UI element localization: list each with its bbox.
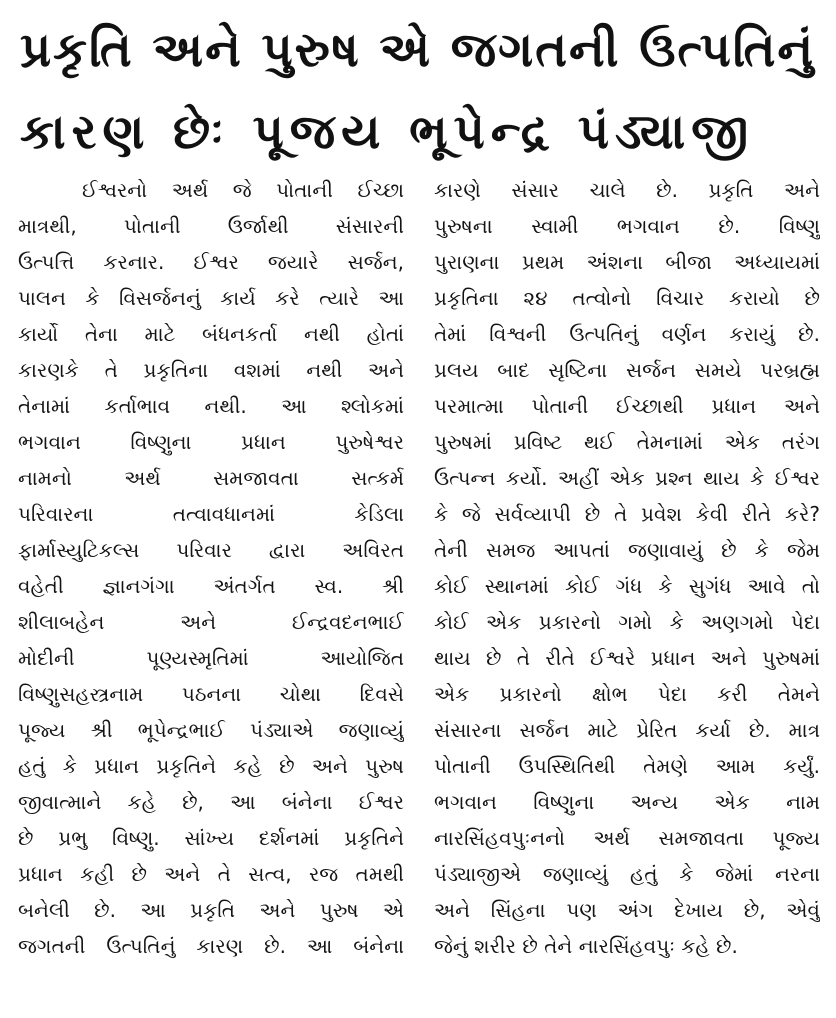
text-line: છે પ્રભુ વિષ્ણુ. સાંખ્ય દર્શનમાં પ્રકૃતિને <box>18 826 404 850</box>
text-line: પ્રલય બાદ સૃષ્ટિના સર્જન સમયે પરબ્રહ્મ <box>434 358 820 382</box>
text-line: જેનું શરીર છે તેને નારસિંહવપુઃ કહે છે. <box>434 934 738 958</box>
text-line: જીવાત્માને કહે છે, આ બંનેના ઈશ્વર <box>18 790 404 814</box>
text-line: જગતની ઉત્પતિનું કારણ છે. આ બંનેના <box>18 934 404 958</box>
text-line: પુરુષના સ્વામી ભગવાન છે. વિષ્ણુ <box>434 214 820 238</box>
text-line: ભગવાન વિષ્ણુના અન્ય એક નામ <box>434 790 820 814</box>
text-line: કારણે સંસાર ચાલે છે. પ્રકૃતિ અને <box>434 178 820 202</box>
text-line: કે જે સર્વવ્યાપી છે તે પ્રવેશ કેવી રીતે કરે? <box>434 502 820 526</box>
text-line: તેનામાં કર્તાભાવ નથી. આ શ્લોકમાં <box>18 394 404 418</box>
text-line: ઈશ્વરનો અર્થ જે પોતાની ઈચ્છા <box>82 178 404 202</box>
text-line: પાલન કે વિસર્જનનું કાર્ય કરે ત્યારે આ <box>18 286 404 310</box>
headline-line-1: પ્રકૃતિ અને પુરુષ એ જગતની ઉત્પતિનું <box>20 22 816 78</box>
text-line: પરિવારના તત્વાવધાનમાં કેડિલા <box>18 502 404 526</box>
text-line: બનેલી છે. આ પ્રકૃતિ અને પુરુષ એ <box>18 898 404 922</box>
text-line: નારસિંહવપુઃનનો અર્થ સમજાવતા પૂજ્ય <box>434 826 820 850</box>
text-line: ભગવાન વિષ્ણુના પ્રધાન પુરુષેશ્વર <box>18 430 404 454</box>
text-line: સંસારના સર્જન માટે પ્રેરિત કર્યા છે. માત્ર <box>434 718 820 742</box>
text-line: કારણકે તે પ્રકૃતિના વશમાં નથી અને <box>18 358 404 382</box>
text-line: માત્રથી, પોતાની ઉર્જાથી સંસારની <box>18 214 404 238</box>
text-line: વહેતી જ્ઞાનગંગા અંતર્ગત સ્વ. શ્રી <box>18 574 404 598</box>
article-column-right <box>434 172 820 1012</box>
text-line: પુરાણના પ્રથમ અંશના બીજા અધ્યાયમાં <box>434 250 820 274</box>
text-line: કાર્યો તેના માટે બંધનકર્તા નથી હોતાં <box>18 322 404 346</box>
text-line: પૂજ્ય શ્રી ભૂપેન્દ્રભાઈ પંડ્યાએ જણાવ્યું <box>18 718 404 742</box>
text-line: પ્રધાન કહી છે અને તે સત્વ, રજ તમથી <box>18 862 404 886</box>
text-line: મોદીની પૂણ્યસ્મૃતિમાં આયોજિત <box>18 646 404 670</box>
text-line: પુરુષમાં પ્રવિષ્ટ થઈ તેમનામાં એક તરંગ <box>434 430 820 454</box>
text-line: અને સિંહના પણ અંગ દેખાય છે, એવું <box>434 898 820 922</box>
text-line: પ્રકૃતિના ૨૪ તત્વોનો વિચાર કરાયો છે <box>434 286 820 310</box>
text-line: ઉત્પન્ન કર્યો. અહીં એક પ્રશ્ન થાય કે ઈશ્વર <box>434 466 820 490</box>
headline-line-2: કારણ છેઃ પૂજય ભૂપેન્દ્ર પંડ્યાજી <box>20 104 755 160</box>
text-line: પંડ્યાજીએ જણાવ્યું હતું કે જેમાં નરના <box>434 862 820 886</box>
text-line: કોઈ સ્થાનમાં કોઈ ગંધ કે સુગંધ આવે તો <box>434 574 820 598</box>
text-line: તેની સમજ આપતાં જણાવાયું છે કે જેમ <box>434 538 820 562</box>
text-line: ફાર્માસ્યુટિકલ્સ પરિવાર દ્વારા અવિરત <box>18 538 404 562</box>
text-line: નામનો અર્થ સમજાવતા સત્કર્મ <box>18 466 404 490</box>
article-column-left <box>18 172 404 1012</box>
text-line: એક પ્રકારનો ક્ષોભ પેદા કરી તેમને <box>434 682 820 706</box>
text-line: હતું કે પ્રધાન પ્રકૃતિને કહે છે અને પુરુષ <box>18 754 404 778</box>
text-line: પરમાત્મા પોતાની ઈચ્છાથી પ્રધાન અને <box>434 394 820 418</box>
text-line: થાય છે તે રીતે ઈશ્વરે પ્રધાન અને પુરુષમાં <box>434 646 820 670</box>
text-line: વિષ્ણુસહસ્ત્રનામ પઠનના ચોથા દિવસે <box>18 682 404 706</box>
text-line: શીલાબહેન અને ઈન્દ્રવદનભાઈ <box>18 610 404 634</box>
text-line: પોતાની ઉપસ્થિતિથી તેમણે આમ કર્યું. <box>434 754 820 778</box>
text-line: ઉત્પત્તિ કરનાર. ઈશ્વર જયારે સર્જન, <box>18 250 404 274</box>
text-line: તેમાં વિશ્વની ઉત્પતિનું વર્ણન કરાયું છે. <box>434 322 820 346</box>
text-line: કોઈ એક પ્રકારનો ગમો કે અણગમો પેદા <box>434 610 820 634</box>
